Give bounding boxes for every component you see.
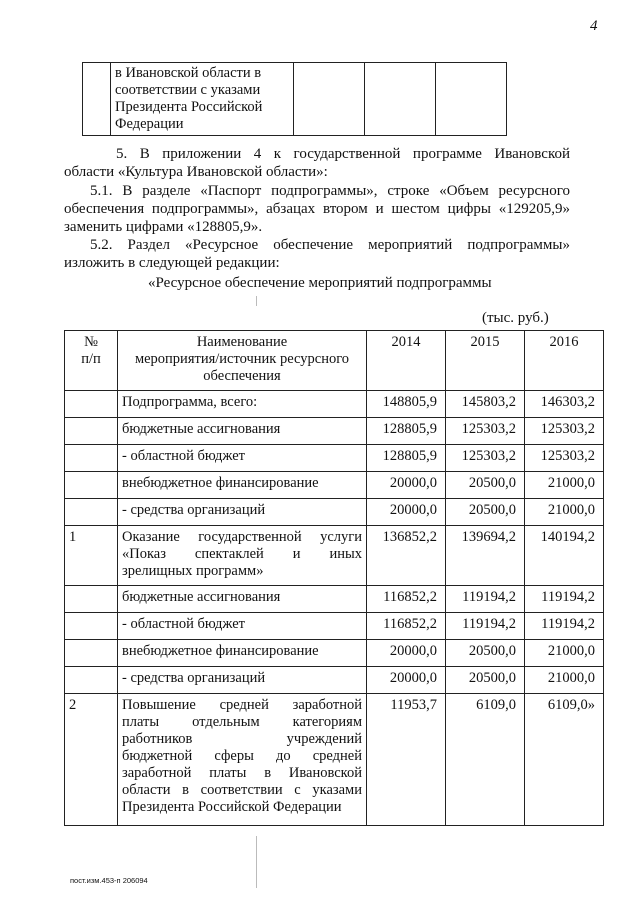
table-row <box>65 667 604 694</box>
row-name <box>118 694 367 826</box>
table-row <box>65 445 604 472</box>
row-value-2015: 20500,0 <box>446 667 525 694</box>
continuation-line: Федерации <box>115 116 184 132</box>
row-value-2016: 6109,0» <box>525 694 604 826</box>
page-number-mark: 4 <box>590 18 598 34</box>
row-value-2014: 116852,2 <box>367 586 446 613</box>
row-value-2014: 20000,0 <box>367 667 446 694</box>
row-num <box>65 499 118 526</box>
header-num <box>65 331 118 391</box>
row-value-2016: 21000,0 <box>525 499 604 526</box>
continuation-2016-cell <box>436 63 507 136</box>
row-name: - средства организаций <box>118 499 367 526</box>
paragraph-52-line1: 5.2. Раздел «Ресурсное обеспечение мероприятий подпрограммы» <box>90 237 570 253</box>
row-value-2015: 20500,0 <box>446 640 525 667</box>
row-value-2014: 136852,2 <box>367 526 446 586</box>
row-name-line: Оказание государственной услуги <box>122 529 362 545</box>
row-num <box>65 418 118 445</box>
table-row <box>65 640 604 667</box>
row-value-2014: 20000,0 <box>367 499 446 526</box>
table-row <box>65 499 604 526</box>
row-name-line: заработной платы в Ивановской <box>122 765 362 781</box>
continuation-line: Президента Российской <box>115 99 263 115</box>
paragraph-51-line3: заменить цифрами «128805,9». <box>64 219 263 235</box>
paragraph-52-line2: изложить в следующей редакции: <box>64 255 280 271</box>
continuation-num-cell <box>83 63 111 136</box>
continuation-table <box>82 62 507 136</box>
header-name-line: Наименование <box>196 334 288 350</box>
table-row <box>65 694 604 826</box>
row-value-2015: 145803,2 <box>446 391 525 418</box>
header-year-2016: 2016 <box>525 331 604 391</box>
row-value-2016: 21000,0 <box>525 472 604 499</box>
row-name-line: Президента Российской Федерации <box>122 799 342 815</box>
header-year-2015: 2015 <box>446 331 525 391</box>
row-value-2016: 140194,2 <box>525 526 604 586</box>
header-name-line: мероприятия/источник ресурсного <box>134 351 350 367</box>
paragraph-5-line2: области «Культура Ивановской области»: <box>64 164 328 180</box>
row-name: - областной бюджет <box>118 445 367 472</box>
row-value-2014: 128805,9 <box>367 445 446 472</box>
row-value-2014: 20000,0 <box>367 472 446 499</box>
row-value-2015: 125303,2 <box>446 418 525 445</box>
units-label: (тыс. руб.) <box>482 310 549 326</box>
header-name-line: обеспечения <box>203 368 281 384</box>
row-num <box>65 445 118 472</box>
row-name: внебюджетное финансирование <box>118 640 367 667</box>
scan-mark <box>256 296 257 306</box>
row-name-line: бюджетной сферы до средней <box>122 748 362 764</box>
continuation-line: в Ивановской области в <box>115 65 262 81</box>
continuation-2015-cell <box>365 63 436 136</box>
row-num: 1 <box>65 526 118 586</box>
row-num <box>65 640 118 667</box>
header-num-line: № <box>84 334 98 350</box>
row-value-2016: 119194,2 <box>525 586 604 613</box>
row-name: - областной бюджет <box>118 613 367 640</box>
row-name-line: области в соответствии с указами <box>122 782 362 798</box>
row-name: бюджетные ассигнования <box>118 586 367 613</box>
table-header-row <box>65 331 604 391</box>
row-value-2014: 128805,9 <box>367 418 446 445</box>
table-row <box>65 391 604 418</box>
row-num <box>65 586 118 613</box>
row-name <box>118 526 367 586</box>
row-value-2016: 119194,2 <box>525 613 604 640</box>
row-value-2016: 146303,2 <box>525 391 604 418</box>
row-value-2014: 148805,9 <box>367 391 446 418</box>
row-name-line: работников учреждений <box>122 731 362 747</box>
row-value-2015: 139694,2 <box>446 526 525 586</box>
row-name: - средства организаций <box>118 667 367 694</box>
row-num: 2 <box>65 694 118 826</box>
table-row <box>65 418 604 445</box>
row-value-2015: 125303,2 <box>446 445 525 472</box>
row-value-2015: 20500,0 <box>446 499 525 526</box>
paragraph-51-line2: обеспечения подпрограммы», абзацах втором и шестом цифры «129205,9» <box>64 201 570 217</box>
row-value-2015: 6109,0 <box>446 694 525 826</box>
row-name-line: «Показ спектаклей и иных <box>122 546 362 562</box>
row-name-line: зрелищных программ» <box>122 563 264 579</box>
paragraph-51-line1: 5.1. В разделе «Паспорт подпрограммы», строке «Объем ресурсного <box>90 183 570 199</box>
row-name-line: Повышение средней заработной <box>122 697 362 713</box>
row-num <box>65 613 118 640</box>
header-name <box>118 331 367 391</box>
footer-code: пост.изм.453-п 206094 <box>70 876 148 885</box>
continuation-name-cell <box>111 63 294 136</box>
header-year-2014: 2014 <box>367 331 446 391</box>
row-value-2015: 119194,2 <box>446 613 525 640</box>
header-num-line: п/п <box>81 351 101 367</box>
row-name: внебюджетное финансирование <box>118 472 367 499</box>
row-value-2014: 20000,0 <box>367 640 446 667</box>
row-value-2015: 20500,0 <box>446 472 525 499</box>
row-num <box>65 472 118 499</box>
row-num <box>65 667 118 694</box>
row-name-line: платы отдельным категориям <box>122 714 362 730</box>
continuation-2014-cell <box>294 63 365 136</box>
table-row <box>65 586 604 613</box>
scan-mark <box>256 836 257 888</box>
row-value-2016: 21000,0 <box>525 667 604 694</box>
row-value-2016: 21000,0 <box>525 640 604 667</box>
row-value-2015: 119194,2 <box>446 586 525 613</box>
resource-table <box>64 330 604 826</box>
row-name: Подпрограмма, всего: <box>118 391 367 418</box>
row-name: бюджетные ассигнования <box>118 418 367 445</box>
row-value-2014: 116852,2 <box>367 613 446 640</box>
paragraph-5-line1: 5. В приложении 4 к государственной программе Ивановской <box>116 146 570 162</box>
row-value-2016: 125303,2 <box>525 445 604 472</box>
continuation-line: соответствии с указами <box>115 82 261 98</box>
row-value-2016: 125303,2 <box>525 418 604 445</box>
table-row <box>65 613 604 640</box>
section-title: «Ресурсное обеспечение мероприятий подпрограммы <box>148 275 492 291</box>
row-num <box>65 391 118 418</box>
table-row <box>65 526 604 586</box>
row-value-2014: 11953,7 <box>367 694 446 826</box>
table-row <box>65 472 604 499</box>
